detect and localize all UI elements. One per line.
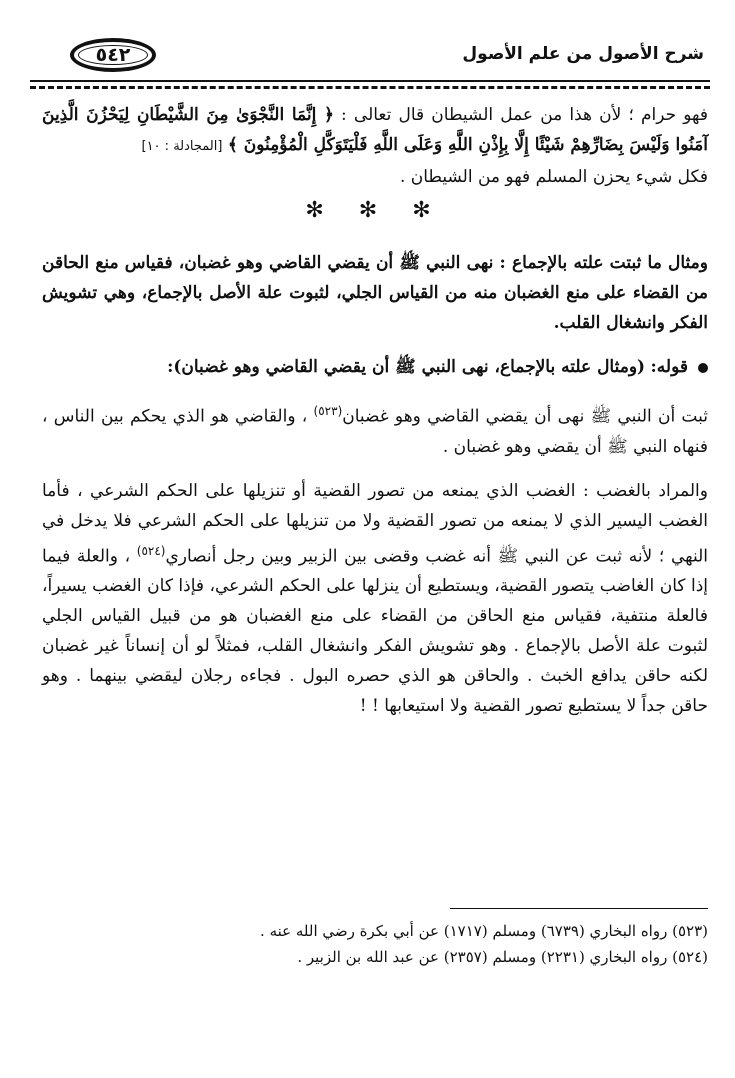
bullet-icon [698, 363, 708, 373]
commentary-paragraph-2: والمراد بالغضب : الغضب الذي يمنعه من تصور القضية أو تنزيلها على الحكم الشرعي ، فأما الغضب اليسير الذي لا يمنعه من تصور القضية ولا من تنزيلها على الحكم الشرعي فلا يدخل في النهي ؛ لأنه ثبت عن النبي ﷺ أنه غضب وقضى بين الزبير وبين رجل أنصاري$^{(٥٢٤)}$ ، والعلة فيما إذا كان الغاضب يتصور القضية، ويستطيع أن ينزلها على الحكم الشرعي، فإذا كان الغضب يسيراً، فالعلة منتفية، فقياس منع الحاقن من القضاء على منع الغضبان هو من قبيل القياس الجلي لثبوت علة الأصل بالإجماع . وهو تشويش الفكر وانشغال القلب، فمثلاً لو أن إنساناً غير غضبان لكنه حاقن يدافع الخبث . والحاقن هو الذي حصره البول . فجاءه رجلان ليقضي بينهما . وهو حاقن جداً لا يستطيع تصور القضية ولا استيعابها ! ! [42, 480, 708, 717]
commentary-label: قوله: [650, 357, 688, 377]
page-number: ٥٤٢ [95, 44, 131, 66]
verse-conclusion: فكل شيء يحزن المسلم فهو من الشيطان . [399, 167, 708, 187]
header-rule-dashed [30, 86, 710, 89]
footnote-separator [450, 908, 708, 909]
commentary-paragraph-1: ثبت أن النبي ﷺ نهى أن يقضي القاضي وهو غضبان$^{(٥٢٣)}$ ، والقاضي هو الذي يحكم بين الناس ، فنهاه النبي ﷺ أن يقضي وهو غضبان . [42, 404, 708, 457]
page-header [30, 36, 710, 80]
matn-paragraph: ومثال ما ثبتت علته بالإجماع : نهى النبي ﷺ أن يقضي القاضي وهو غضبان، فقياس منع الحاقن من القضاء على منع الغضبان منه من القياس الجلي، لثبوت علة الأصل بالإجماع، وهي تشويش الفكر وانشغال القلب. [42, 253, 708, 333]
header-rule-top [30, 80, 710, 82]
main-text [42, 100, 708, 721]
verse-intro: فهو حرام ؛ لأن هذا من عمل الشيطان قال تعالى : [341, 105, 708, 125]
book-title: شرح الأصول من علم الأصول [462, 44, 704, 64]
footnote-523: (٥٢٣) رواه البخاري (٦٧٣٩) ومسلم (١٧١٧) عن أبي بكرة رضي الله عنه . [260, 922, 708, 940]
commentary-heading [42, 352, 708, 382]
quran-paragraph [42, 100, 708, 162]
page-number-badge [70, 38, 156, 72]
commentary-quote: (ومثال علته بالإجماع، نهى النبي ﷺ أن يقضي القاضي وهو غضبان): [167, 357, 646, 377]
footnote-ref-524[interactable]: (٥٢٤) [136, 543, 166, 558]
footnote-ref-523[interactable]: (٥٢٣) [313, 404, 343, 418]
quran-verse: ﴿ إِنَّمَا النَّجْوَىٰ مِنَ الشَّيْطَانِ لِيَحْزُنَ الَّذِينَ آمَنُوا وَلَيْسَ بِضَارِّهِمْ شَيْئًا إِلَّا بِإِذْنِ اللَّهِ وَعَلَى اللَّهِ فَلْيَتَوَكَّلِ الْمُؤْمِنُونَ ﴾ [42, 105, 708, 155]
verse-reference: [المجادلة : ١٠] [141, 139, 223, 154]
section-divider: ✻ ✻ ✻ [305, 198, 445, 223]
footnotes [48, 918, 708, 970]
footnote-524: (٥٢٤) رواه البخاري (٢٢٣١) ومسلم (٢٣٥٧) عن عبد الله بن الزبير . [297, 948, 708, 966]
